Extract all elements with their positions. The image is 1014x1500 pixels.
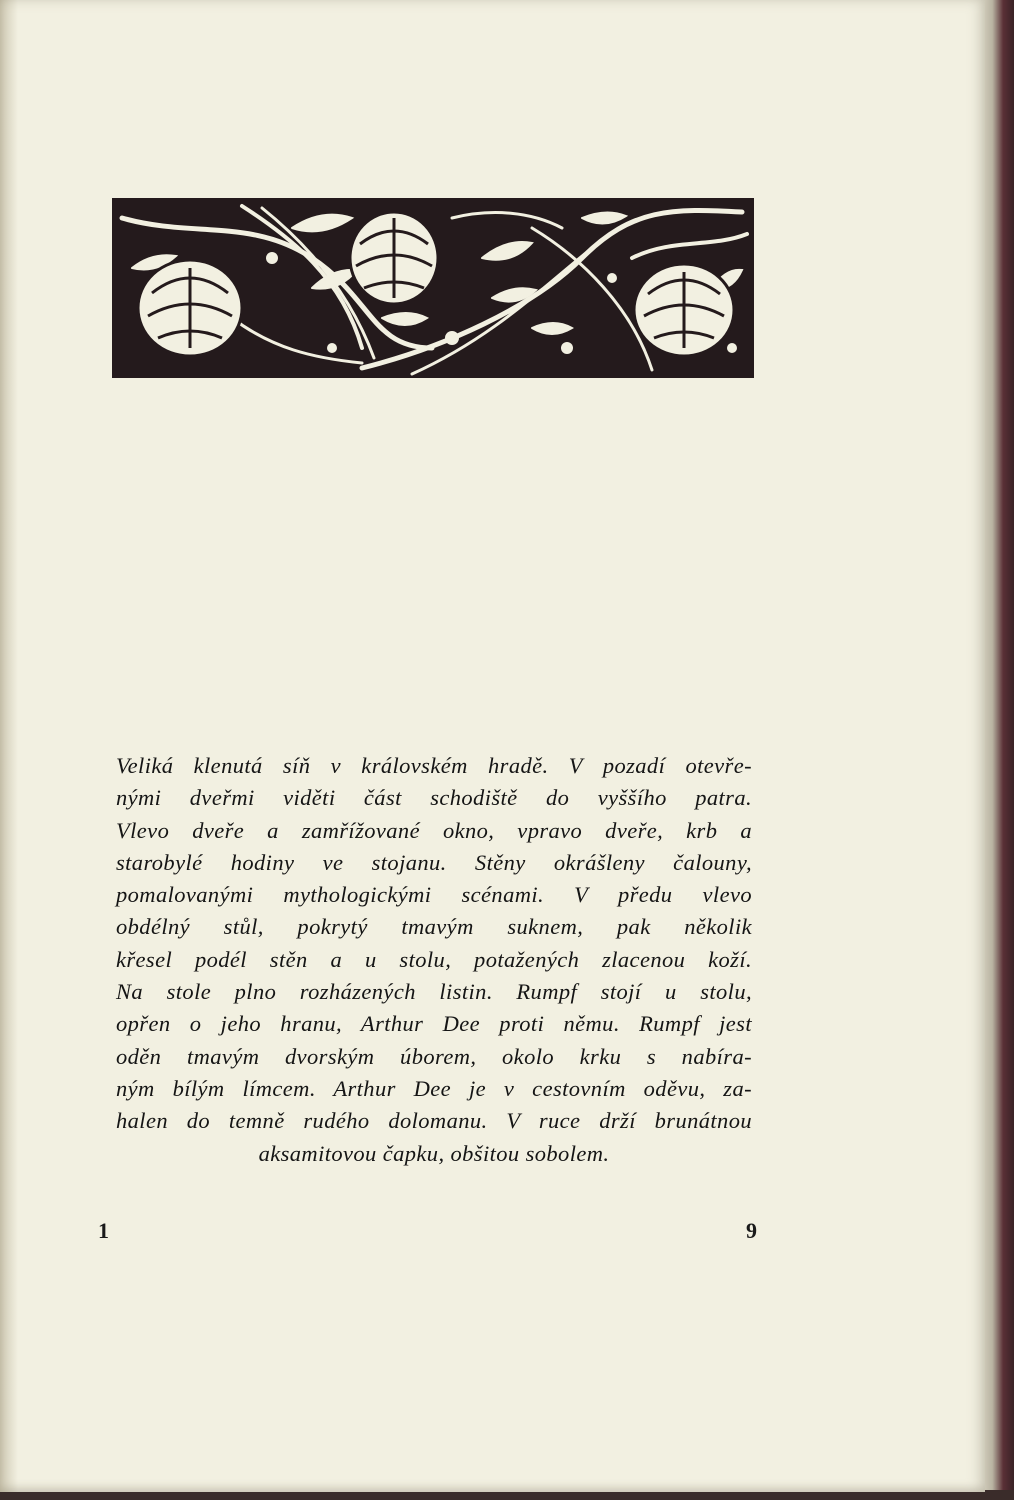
text-line: nými dveřmi viděti část schodiště do vyššího patra.: [116, 785, 752, 811]
signature-mark: 1: [98, 1218, 109, 1243]
stage-direction-paragraph: [116, 750, 752, 1170]
page-number: 9: [746, 1218, 757, 1243]
text-line: pomalovanými mythologickými scénami. V předu vlevo: [116, 882, 752, 908]
text-line: Veliká klenutá síň v královském hradě. V pozadí otevře-: [116, 753, 752, 778]
text-line: aksamitovou čapku, obšitou sobolem.: [258, 1140, 610, 1166]
floral-woodcut-icon: [112, 198, 754, 378]
page-gutter-shadow: [0, 0, 18, 1492]
text-line: halen do temně rudého dolomanu. V ruce drží brunátnou: [116, 1108, 752, 1134]
text-line: obdélný stůl, pokrytý tmavým suknem, pak několik: [116, 914, 752, 940]
text-line: křesel podél stěn a u stolu, potažených zlacenou koží.: [116, 946, 752, 972]
text-line: oděn tmavým dvorským úborem, okolo krku s nabíra-: [116, 1043, 752, 1069]
text-line: ným bílým límcem. Arthur Dee je v cestovním oděvu, za-: [116, 1075, 752, 1101]
text-line: Vlevo dveře a zamřížované okno, vpravo dveře, krb a: [116, 817, 752, 843]
text-line: starobylé hodiny ve stojanu. Stěny okrášleny čalouny,: [116, 849, 752, 875]
text-line: Na stole plno rozházených listin. Rumpf stojí u stolu,: [116, 979, 752, 1005]
text-line: opřen o jeho hranu, Arthur Dee proti němu. Rumpf jest: [116, 1011, 752, 1037]
